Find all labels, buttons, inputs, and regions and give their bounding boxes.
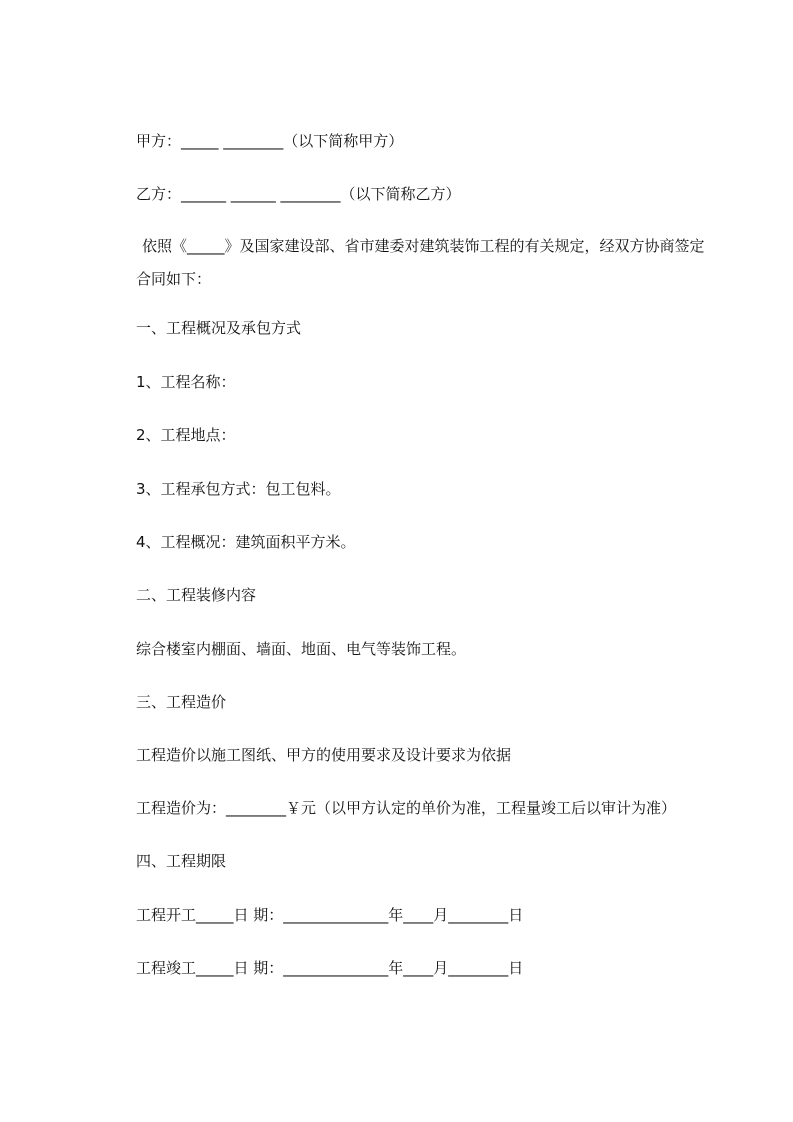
section-2-heading: 二、工程装修内容 (136, 586, 257, 604)
cost-amount: 工程造价为：________￥元（以甲方认定的单价为准，工程量竣工后以审计为准） (136, 799, 677, 817)
item-project-location: 2、工程地点： (136, 426, 236, 444)
section-4-heading: 四、工程期限 (136, 852, 227, 870)
section-3-heading: 三、工程造价 (136, 693, 227, 711)
decoration-content: 综合楼室内棚面、墙面、地面、电气等装饰工程。 (136, 640, 467, 658)
item-project-overview: 4、工程概况：建筑面积平方米。 (136, 533, 356, 551)
item-contract-method: 3、工程承包方式：包工包料。 (136, 480, 341, 498)
party-b-line: 乙方：______ ______ ________（以下简称乙方） (136, 185, 461, 203)
cost-basis: 工程造价以施工图纸、甲方的使用要求及设计要求为依据 (136, 746, 512, 764)
item-project-name: 1、工程名称： (136, 373, 236, 391)
completion-date-line: 工程竣工_____日 期：______________年____月________日 (136, 959, 524, 977)
section-1-heading: 一、工程概况及承包方式 (136, 319, 302, 337)
intro-paragraph (136, 230, 706, 296)
intro-text: 依照《_____》及国家建设部、省市建委对建筑装饰工程的有关规定，经双方协商签定合同如下： (136, 237, 705, 288)
party-a-line: 甲方：_____ ________（以下简称甲方） (136, 132, 404, 150)
start-date-line: 工程开工_____日 期：______________年____月________日 (136, 906, 524, 924)
